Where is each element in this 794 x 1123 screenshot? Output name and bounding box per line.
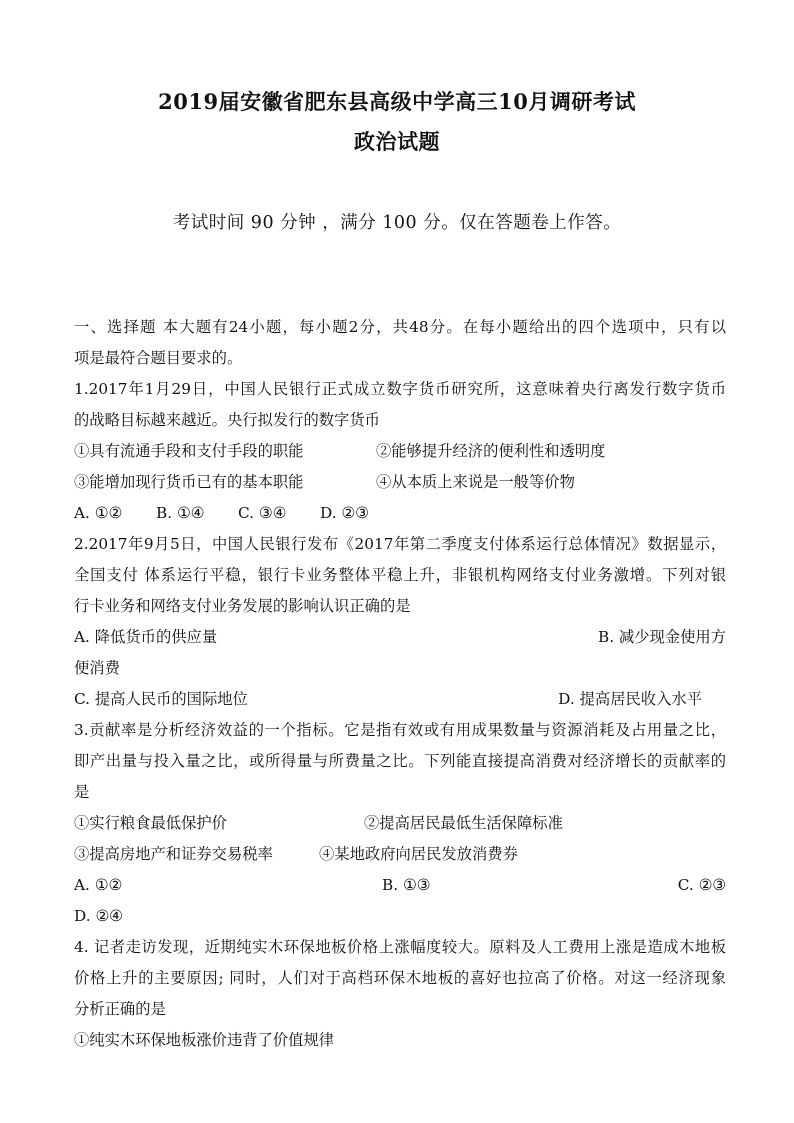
q3-items-row2: [74, 839, 726, 870]
q2-option-b-continued: 便消费: [74, 659, 120, 677]
q2-stem-line2: 全国支付 体系运行平稳，银行卡业务整体平稳上升，非银机构网络支付业务激增。下列对银: [74, 566, 726, 584]
section-instruction-line2: 项是最符合题目要求的。: [74, 349, 243, 367]
q1-item2: ②能够提升经济的便利性和透明度: [376, 442, 606, 460]
q1-option-c: C. ③④: [238, 504, 287, 522]
q1-item1: ①具有流通手段和支付手段的职能: [74, 442, 304, 460]
q2-stem-line1: 2.2017年9月5日，中国人民银行发布《2017年第二季度支付体系运行总体情况》数据显示，: [74, 535, 726, 553]
q1-stem-line2: 的战略目标越来越近。央行拟发行的数字货币: [74, 411, 380, 429]
q2-options-row1: [74, 622, 726, 653]
q4-stem-line3: 分析正确的是: [74, 1000, 166, 1018]
q3-stem-line1: 3.贡献率是分析经济效益的一个指标。它是指有效或有用成果数量与资源消耗及占用量之比，: [74, 721, 726, 739]
q3-item2: ②提高居民最低生活保障标准: [364, 814, 563, 832]
q2-option-a: A. 降低货币的供应量: [74, 628, 218, 646]
q1-option-a: A. ①②: [74, 504, 123, 522]
q1-items-row2: [74, 467, 726, 498]
q3-stem-line3: 是: [74, 783, 90, 801]
section-instruction-line1: 一、选择题 本大题有24小题，每小题2分，共48分。在每小题给出的四个选项中，只有以: [74, 318, 726, 336]
q3-option-b: B. ①③: [382, 876, 431, 894]
q3-items-row1: [74, 808, 726, 839]
q1-stem-line1: 1.2017年1月29日，中国人民银行正式成立数字货币研究所，这意味着央行离发行数字货币: [74, 380, 726, 398]
q3-item4: ④某地政府向居民发放消费券: [319, 845, 518, 863]
q3-option-d: D. ②④: [74, 907, 123, 925]
exam-info: 考试时间 90 分钟 ，满分 100 分。仅在答题卷上作答。: [172, 213, 622, 233]
q3-stem-line2: 即产出量与投入量之比，或所得量与所费量之比。下列能直接提高消费对经济增长的贡献率的: [74, 752, 726, 770]
q2-option-b: B. 减少现金使用方: [597, 628, 726, 646]
q2-stem-line3: 行卡业务和网络支付业务发展的影响认识正确的是: [74, 597, 411, 615]
q4-stem-line2: 价格上升的主要原因; 同时，人们对于高档环保木地板的喜好也拉高了价格。对这一经济现象: [74, 969, 726, 987]
q1-option-b: B. ①④: [156, 504, 205, 522]
q4-stem-line1: 4. 记者走访发现，近期纯实木环保地板价格上涨幅度较大。原料及人工费用上涨是造成木地板: [74, 938, 726, 956]
q2-option-d: D. 提高居民收入水平: [558, 690, 702, 708]
q3-item1: ①实行粮食最低保护价: [74, 814, 227, 832]
q3-options-row1: [74, 870, 726, 901]
question-content: [74, 312, 726, 1056]
q1-item4: ④从本质上来说是一般等价物: [376, 473, 575, 491]
q2-option-c: C. 提高人民币的国际地位: [74, 690, 248, 708]
q3-option-c: C. ②③: [677, 876, 726, 894]
q4-item1: ①纯实木环保地板涨价违背了价值规律: [74, 1031, 335, 1049]
q1-item3: ③能增加现行货币已有的基本职能: [74, 473, 304, 491]
q2-options-row2: [74, 684, 726, 715]
q1-items-row1: [74, 436, 726, 467]
page-subtitle: 政治试题: [354, 129, 440, 154]
q3-option-a: A. ①②: [74, 876, 123, 894]
q1-options: [74, 498, 726, 529]
q1-option-d: D. ②③: [320, 504, 369, 522]
page-title: 2019届安徽省肥东县高级中学高三10月调研考试: [158, 89, 636, 114]
q3-item3: ③提高房地产和证券交易税率: [74, 845, 273, 863]
